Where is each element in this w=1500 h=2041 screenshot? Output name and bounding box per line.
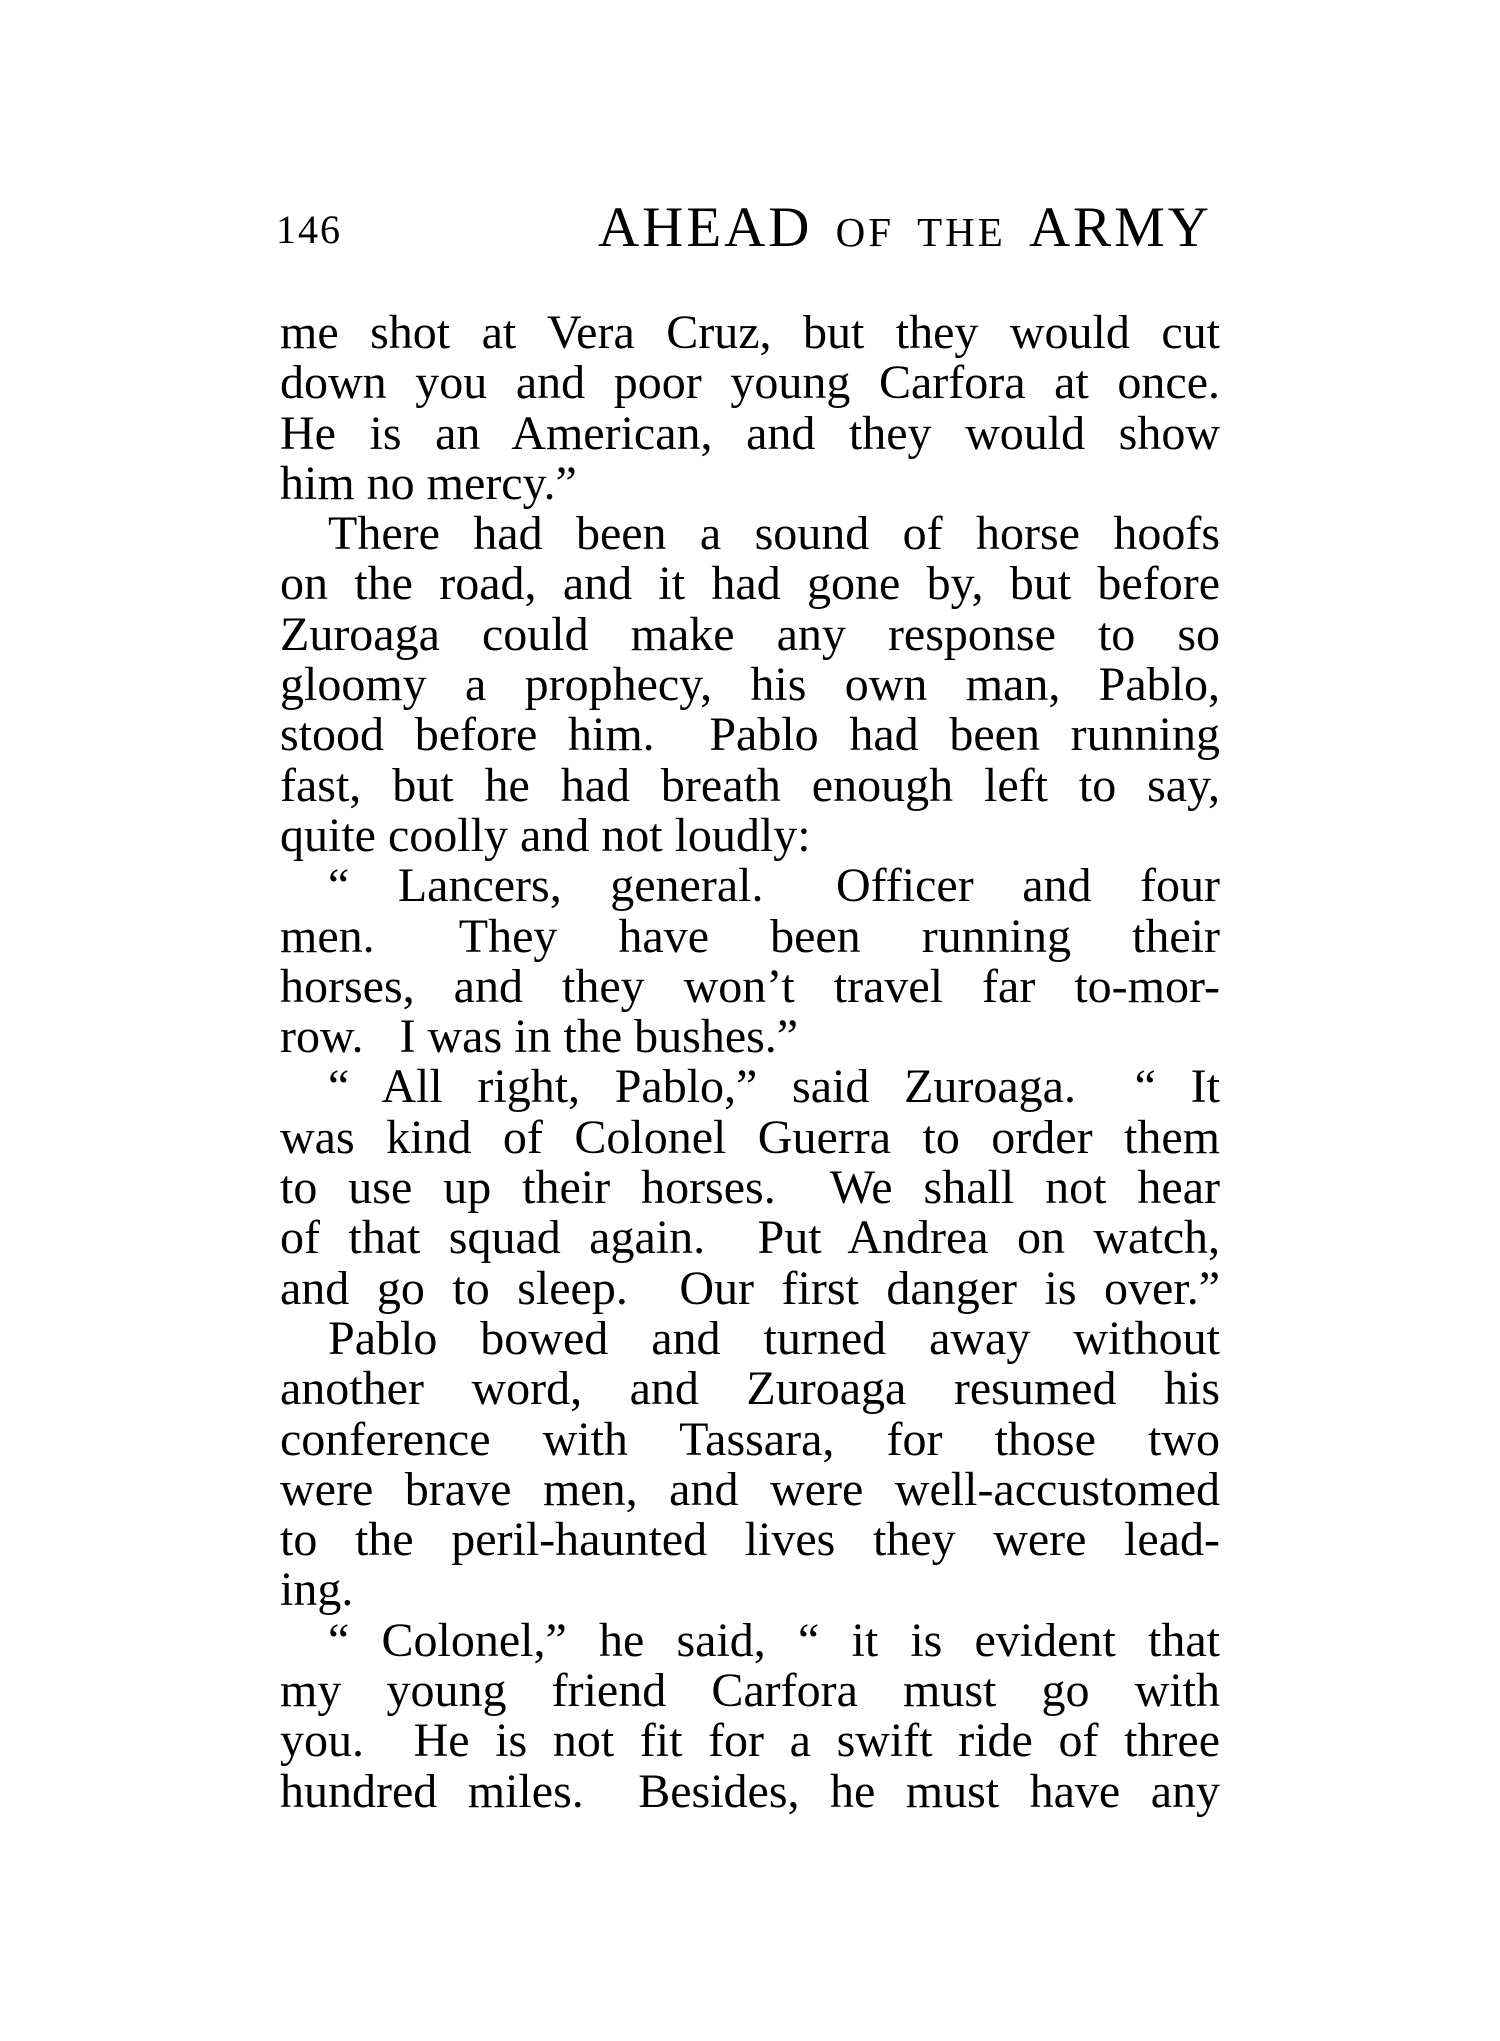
text-line: horses, and they won’t travel far to-mor-: [280, 959, 1220, 1013]
text-line: was kind of Colonel Guerra to order them: [280, 1110, 1220, 1164]
text-line: stood before him. Pablo had been running: [280, 708, 1220, 762]
text-line: “ Lancers, general. Officer and four: [328, 859, 1220, 913]
text-line: row. I was in the bushes.”: [280, 1010, 799, 1064]
text-line: “ Colonel,” he said, “ it is evident that: [328, 1613, 1220, 1667]
text-line: and go to sleep. Our first danger is over.”: [280, 1261, 1220, 1315]
page-number: 146: [276, 207, 342, 252]
running-head-word-of: OF: [835, 209, 895, 255]
text-line: He is an American, and they would show: [280, 406, 1220, 460]
text-line: quite coolly and not loudly:: [280, 808, 811, 862]
running-head-word-the: THE: [917, 209, 1006, 255]
running-head-word-army: ARMY: [1028, 196, 1212, 259]
text-line: another word, and Zuroaga resumed his: [280, 1362, 1220, 1416]
text-line: ing.: [280, 1563, 354, 1617]
text-line: Zuroaga could make any response to so: [280, 607, 1220, 661]
text-line: to use up their horses. We shall not hear: [280, 1161, 1220, 1215]
text-line: fast, but he had breath enough left to say,: [280, 758, 1220, 812]
text-line: Pablo bowed and turned away without: [328, 1311, 1220, 1365]
text-line: you. He is not fit for a swift ride of three: [280, 1714, 1220, 1768]
text-line: were brave men, and were well-accustomed: [280, 1462, 1220, 1516]
text-line: conference with Tassara, for those two: [280, 1412, 1220, 1466]
text-line: on the road, and it had gone by, but before: [280, 557, 1220, 611]
text-line: hundred miles. Besides, he must have any: [280, 1764, 1220, 1818]
text-line: There had been a sound of horse hoofs: [328, 507, 1220, 561]
text-line: me shot at Vera Cruz, but they would cut: [280, 306, 1220, 359]
text-line: him no mercy.”: [280, 456, 577, 510]
text-line: down you and poor young Carfora at once.: [280, 356, 1220, 410]
body-text: [280, 308, 1220, 1817]
text-line: to the peril-haunted lives they were lead-: [280, 1513, 1220, 1567]
text-line: gloomy a prophecy, his own man, Pablo,: [280, 658, 1220, 712]
text-line: my young friend Carfora must go with: [280, 1664, 1220, 1718]
text-line: men. They have been running their: [280, 909, 1220, 963]
text-line: “ All right, Pablo,” said Zuroaga. “ It: [328, 1060, 1220, 1114]
text-line: of that squad again. Put Andrea on watch,: [280, 1211, 1220, 1265]
running-head: [598, 196, 1212, 259]
running-head-word-ahead: AHEAD: [598, 196, 813, 259]
